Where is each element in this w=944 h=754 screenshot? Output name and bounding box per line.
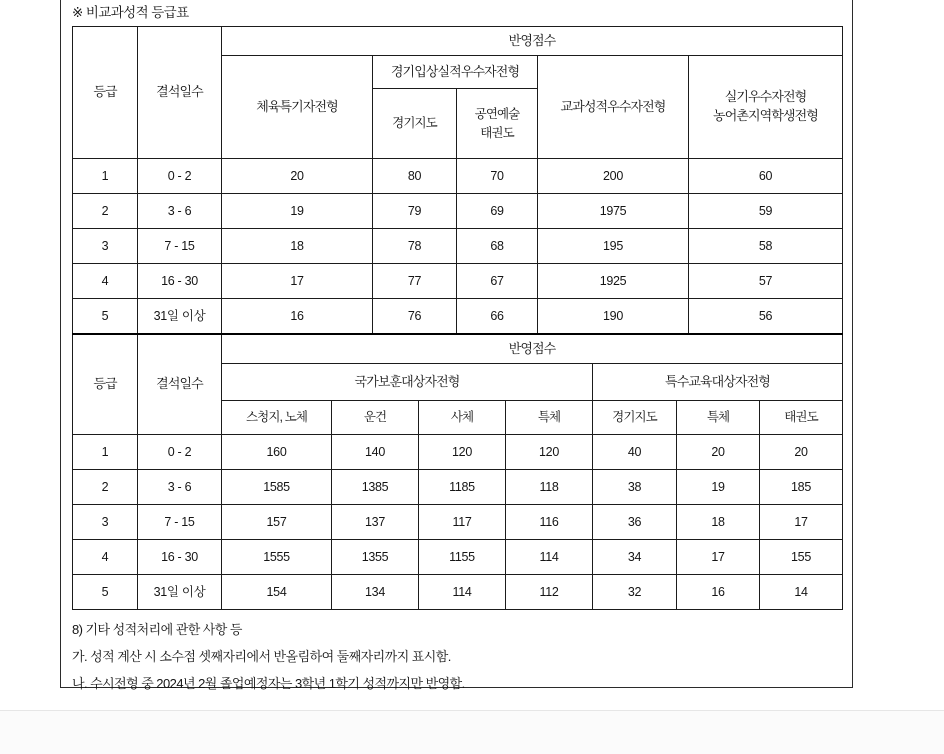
note-item-b: 나. 수시전형 중 2024년 2월 졸업예정자는 3학년 1학기 성적까지만 반영함. xyxy=(72,676,465,691)
t2-r2-c5: 38 xyxy=(593,470,677,505)
t1-r1-grade: 1 xyxy=(73,159,138,194)
t2-r4-c7: 155 xyxy=(760,540,843,575)
t2-r3-c7: 17 xyxy=(760,505,843,540)
t2-header-sub-7: 태권도 xyxy=(760,401,843,435)
t2-r5-c6: 16 xyxy=(677,575,760,610)
table-row xyxy=(73,540,843,575)
note-item-a: 가. 성적 계산 시 소수점 셋째자리에서 반올림하여 둘째자리까지 표시함. xyxy=(72,649,451,664)
t1-r5-c3: 66 xyxy=(457,299,538,334)
table-row xyxy=(73,299,843,334)
document-content xyxy=(72,0,843,697)
t2-header-grade: 등급 xyxy=(73,334,138,435)
t2-header-sub-3: 사체 xyxy=(419,401,506,435)
t2-r1-c2: 140 xyxy=(332,435,419,470)
t1-r5-c5: 56 xyxy=(689,299,843,334)
t1-r1-c1: 20 xyxy=(222,159,373,194)
t2-r1-c5: 40 xyxy=(593,435,677,470)
t1-r3-grade: 3 xyxy=(73,229,138,264)
t1-r3-days: 7 - 15 xyxy=(138,229,222,264)
t1-r4-c2: 77 xyxy=(373,264,457,299)
table-row xyxy=(73,470,843,505)
t1-header-sub-performance-arts-line1: 공연예술 xyxy=(474,107,520,122)
t2-r4-c6: 17 xyxy=(677,540,760,575)
t2-r1-c1: 160 xyxy=(222,435,332,470)
table-row xyxy=(73,229,843,264)
t2-r3-c2: 137 xyxy=(332,505,419,540)
t1-r2-c4: 1975 xyxy=(538,194,689,229)
t2-r5-grade: 5 xyxy=(73,575,138,610)
t2-header-sub-5: 경기지도 xyxy=(593,401,677,435)
t2-r3-grade: 3 xyxy=(73,505,138,540)
t2-r1-c3: 120 xyxy=(419,435,506,470)
t2-r3-c3: 117 xyxy=(419,505,506,540)
t2-header-sub-6: 특체 xyxy=(677,401,760,435)
t2-header-group-special-ed: 특수교육대상자전형 xyxy=(593,364,843,401)
t2-r2-c3: 1185 xyxy=(419,470,506,505)
table1-header-row-1 xyxy=(73,27,843,56)
t2-r5-c7: 14 xyxy=(760,575,843,610)
t1-r1-c4: 200 xyxy=(538,159,689,194)
table-row xyxy=(73,159,843,194)
t1-header-col-practical xyxy=(689,56,843,159)
t2-r5-c4: 112 xyxy=(506,575,593,610)
table-row xyxy=(73,505,843,540)
t2-header-group-veteran: 국가보훈대상자전형 xyxy=(222,364,593,401)
page-bottom-shade xyxy=(0,710,944,754)
t1-header-sub-gyeonggi-jido: 경기지도 xyxy=(373,89,457,159)
t2-r5-c2: 134 xyxy=(332,575,419,610)
t2-r1-c4: 120 xyxy=(506,435,593,470)
t1-r3-c1: 18 xyxy=(222,229,373,264)
t2-r5-c3: 114 xyxy=(419,575,506,610)
t2-r2-c2: 1385 xyxy=(332,470,419,505)
t2-r4-grade: 4 xyxy=(73,540,138,575)
t2-r1-c6: 20 xyxy=(677,435,760,470)
noncurricular-grade-table-1 xyxy=(72,26,843,334)
t2-r2-grade: 2 xyxy=(73,470,138,505)
t1-r4-c1: 17 xyxy=(222,264,373,299)
t2-r3-c1: 157 xyxy=(222,505,332,540)
t1-header-sub-performance-arts-line2: 태권도 xyxy=(480,125,514,140)
table-row xyxy=(73,264,843,299)
t1-header-grade: 등급 xyxy=(73,27,138,159)
t1-r5-grade: 5 xyxy=(73,299,138,334)
t2-header-score-group: 반영점수 xyxy=(222,334,843,364)
notes-section xyxy=(72,610,843,697)
t2-r2-c4: 118 xyxy=(506,470,593,505)
t2-r2-c7: 185 xyxy=(760,470,843,505)
t1-r1-days: 0 - 2 xyxy=(138,159,222,194)
t1-r5-days: 31일 이상 xyxy=(138,299,222,334)
t1-r1-c3: 70 xyxy=(457,159,538,194)
t1-r4-c5: 57 xyxy=(689,264,843,299)
t1-r4-days: 16 - 30 xyxy=(138,264,222,299)
t2-r2-days: 3 - 6 xyxy=(138,470,222,505)
t1-header-absence-days: 결석일수 xyxy=(138,27,222,159)
table-row xyxy=(73,435,843,470)
t2-r1-grade: 1 xyxy=(73,435,138,470)
t2-r5-c5: 32 xyxy=(593,575,677,610)
t2-r2-c1: 1585 xyxy=(222,470,332,505)
t1-header-col-practical-line2: 농어촌지역학생전형 xyxy=(713,108,818,123)
t2-header-absence-days: 결석일수 xyxy=(138,334,222,435)
table-row xyxy=(73,575,843,610)
t1-r2-c3: 69 xyxy=(457,194,538,229)
t2-r1-days: 0 - 2 xyxy=(138,435,222,470)
t2-header-sub-1: 스청지, 노체 xyxy=(222,401,332,435)
t1-r3-c4: 195 xyxy=(538,229,689,264)
t2-r4-c4: 114 xyxy=(506,540,593,575)
table-caption: ※ 비교과성적 등급표 xyxy=(72,5,189,20)
t2-r5-days: 31일 이상 xyxy=(138,575,222,610)
t2-r4-c1: 1555 xyxy=(222,540,332,575)
t2-r5-c1: 154 xyxy=(222,575,332,610)
t2-r3-c4: 116 xyxy=(506,505,593,540)
t1-header-sub-performance-arts xyxy=(457,89,538,159)
t1-header-col-athletic: 체육특기자전형 xyxy=(222,56,373,159)
t2-r4-c3: 1155 xyxy=(419,540,506,575)
t1-r1-c2: 80 xyxy=(373,159,457,194)
t2-r2-c6: 19 xyxy=(677,470,760,505)
t2-r4-days: 16 - 30 xyxy=(138,540,222,575)
t1-header-col-competition: 경기입상실적우수자전형 xyxy=(373,56,538,89)
noncurricular-grade-table-2 xyxy=(72,333,843,610)
t2-r3-c6: 18 xyxy=(677,505,760,540)
t1-r2-c1: 19 xyxy=(222,194,373,229)
t1-header-col-practical-line1: 실기우수자전형 xyxy=(724,89,807,105)
table-row xyxy=(73,194,843,229)
t1-r4-grade: 4 xyxy=(73,264,138,299)
t1-r3-c3: 68 xyxy=(457,229,538,264)
t1-r4-c3: 67 xyxy=(457,264,538,299)
t1-header-col-academic: 교과성적우수자전형 xyxy=(538,56,689,159)
t1-r3-c2: 78 xyxy=(373,229,457,264)
t1-r5-c4: 190 xyxy=(538,299,689,334)
t2-r4-c2: 1355 xyxy=(332,540,419,575)
t1-r1-c5: 60 xyxy=(689,159,843,194)
t2-header-sub-4: 특체 xyxy=(506,401,593,435)
t2-header-sub-2: 운건 xyxy=(332,401,419,435)
t1-header-score-group: 반영점수 xyxy=(222,27,843,56)
t2-r3-c5: 36 xyxy=(593,505,677,540)
note-heading: 8) 기타 성적처리에 관한 사항 등 xyxy=(72,622,242,637)
t2-r1-c7: 20 xyxy=(760,435,843,470)
t1-r2-days: 3 - 6 xyxy=(138,194,222,229)
t1-r5-c2: 76 xyxy=(373,299,457,334)
t1-r2-c5: 59 xyxy=(689,194,843,229)
t1-r2-c2: 79 xyxy=(373,194,457,229)
t1-r4-c4: 1925 xyxy=(538,264,689,299)
t2-r4-c5: 34 xyxy=(593,540,677,575)
t1-r3-c5: 58 xyxy=(689,229,843,264)
t2-r3-days: 7 - 15 xyxy=(138,505,222,540)
document-frame xyxy=(60,0,853,691)
t1-r5-c1: 16 xyxy=(222,299,373,334)
table2-header-row-1 xyxy=(73,334,843,364)
t1-r2-grade: 2 xyxy=(73,194,138,229)
